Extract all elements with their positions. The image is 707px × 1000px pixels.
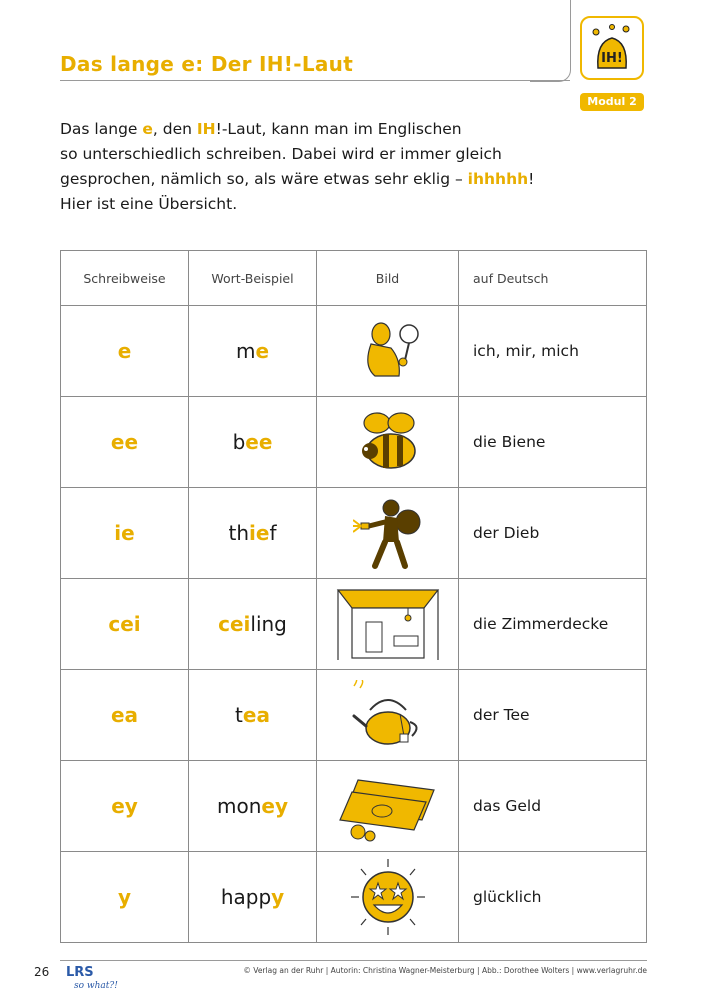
picture-cell <box>317 761 459 852</box>
example-text: mon <box>216 794 262 818</box>
spelling-cell: ey <box>61 761 189 852</box>
badge-text: IH! <box>601 51 623 66</box>
header-spelling: Schreibweise <box>61 251 189 306</box>
module-label: Modul 2 <box>580 93 644 111</box>
table-header-row <box>61 251 647 306</box>
german-cell: das Geld <box>459 761 647 852</box>
german-cell: glücklich <box>459 852 647 943</box>
intro-text: !-Laut, kann man im Englischen <box>215 120 462 138</box>
header-divider <box>60 80 570 81</box>
teapot-icon <box>348 680 428 750</box>
intro-highlight-e: e <box>142 120 153 138</box>
table-row <box>61 306 647 397</box>
example-cell <box>189 488 317 579</box>
logo-lrs-text: LRS <box>66 965 94 980</box>
intro-text: ! <box>528 170 535 188</box>
example-highlight: ea <box>242 703 270 727</box>
table-row <box>61 761 647 852</box>
happy-face-icon <box>343 857 433 937</box>
thief-icon <box>353 496 423 570</box>
german-cell: die Biene <box>459 397 647 488</box>
intro-text: Das lange <box>60 120 143 138</box>
example-highlight: ee <box>245 430 273 454</box>
german-cell: die Zimmerdecke <box>459 579 647 670</box>
logo-sowhat-text: so what?! <box>74 981 118 991</box>
example-cell <box>189 397 317 488</box>
example-text: happ <box>220 885 272 909</box>
example-text: f <box>269 521 277 545</box>
spelling-cell: ie <box>61 488 189 579</box>
german-cell: der Tee <box>459 670 647 761</box>
table-row <box>61 579 647 670</box>
spelling-cell: e <box>61 306 189 397</box>
intro-highlight-ihhhhh: ihhhhh <box>467 170 529 188</box>
header-example: Wort-Beispiel <box>189 251 317 306</box>
mirror-person-icon <box>353 316 423 386</box>
intro-text: gesprochen, nämlich so, als wäre etwas sehr eklig – <box>60 170 468 188</box>
money-icon <box>338 770 438 842</box>
footer-divider <box>60 960 647 961</box>
picture-cell <box>317 670 459 761</box>
spelling-cell: ee <box>61 397 189 488</box>
intro-highlight-ih: IH <box>196 120 216 138</box>
example-highlight: y <box>271 885 285 909</box>
picture-cell <box>317 488 459 579</box>
ih-beehive-icon <box>582 18 642 78</box>
intro-text: so unterschiedlich schreiben. Dabei wird er immer gleich <box>60 145 502 163</box>
footer-credits: © Verlag an der Ruhr | Autorin: Christina Wagner-Meisterburg | Abb.: Dorothee Wolters | www.verlagruhr.de <box>243 966 647 975</box>
lrs-logo <box>60 962 130 992</box>
table-row <box>61 488 647 579</box>
example-highlight: e <box>255 339 270 363</box>
example-text: b <box>232 430 246 454</box>
picture-cell <box>317 852 459 943</box>
example-cell <box>189 579 317 670</box>
example-cell <box>189 852 317 943</box>
bee-icon <box>353 407 423 477</box>
german-cell: der Dieb <box>459 488 647 579</box>
example-text: m <box>235 339 256 363</box>
header-divider-curve <box>530 0 571 82</box>
page-title: Das lange e: Der IH!-Laut <box>60 52 354 76</box>
table-row <box>61 397 647 488</box>
header-german: auf Deutsch <box>459 251 647 306</box>
ceiling-icon <box>336 586 440 662</box>
example-highlight: cei <box>218 612 251 636</box>
table-row <box>61 852 647 943</box>
example-text: ling <box>250 612 287 636</box>
example-text: t <box>235 703 243 727</box>
example-cell <box>189 761 317 852</box>
page-number: 26 <box>34 965 50 979</box>
table-row <box>61 670 647 761</box>
example-text: th <box>228 521 250 545</box>
picture-cell <box>317 397 459 488</box>
spelling-cell: y <box>61 852 189 943</box>
spelling-table <box>60 250 647 943</box>
example-cell <box>189 670 317 761</box>
example-highlight: ie <box>249 521 270 545</box>
spelling-cell: cei <box>61 579 189 670</box>
intro-text: , den <box>152 120 197 138</box>
example-highlight: ey <box>261 794 288 818</box>
intro-text: Hier ist eine Übersicht. <box>60 195 238 213</box>
header-picture: Bild <box>317 251 459 306</box>
intro-paragraph <box>60 117 640 217</box>
picture-cell <box>317 306 459 397</box>
example-cell <box>189 306 317 397</box>
module-badge <box>580 16 644 80</box>
picture-cell <box>317 579 459 670</box>
spelling-cell: ea <box>61 670 189 761</box>
german-cell: ich, mir, mich <box>459 306 647 397</box>
